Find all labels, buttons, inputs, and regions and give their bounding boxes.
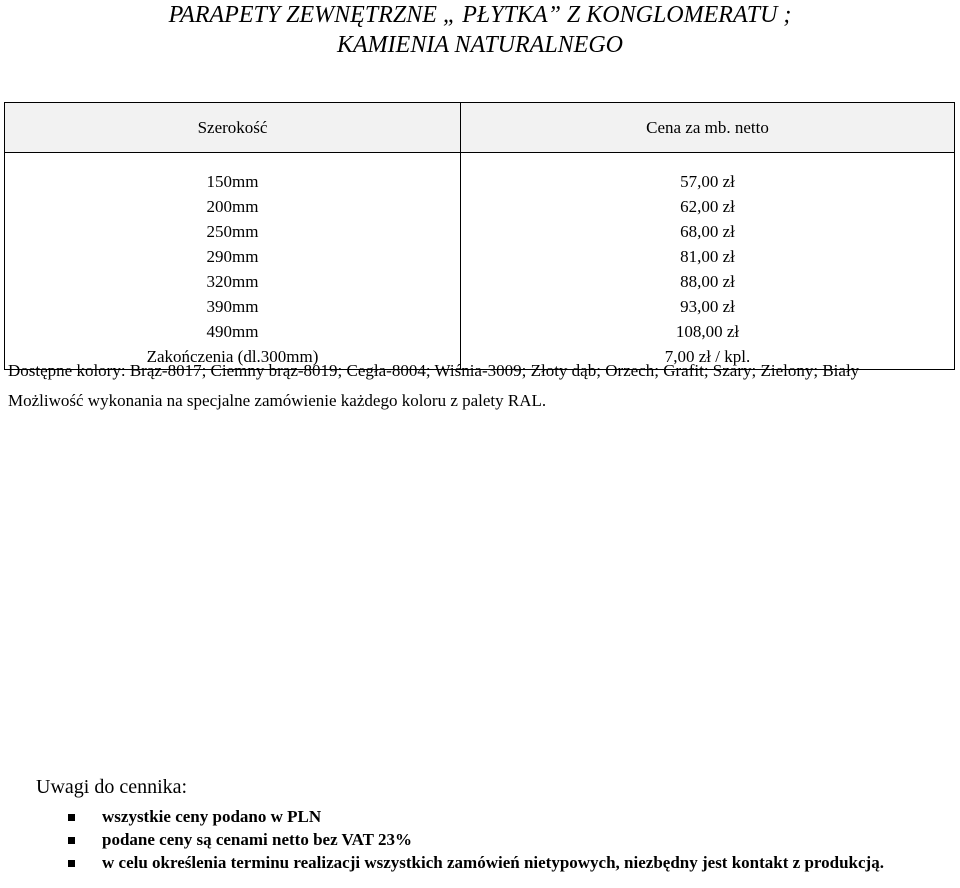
table-row <box>5 169 955 194</box>
price-cell: 7,00 zł / kpl. <box>461 344 955 370</box>
width-cell: 150mm <box>5 169 461 194</box>
width-cell: 290mm <box>5 244 461 269</box>
price-cell: 68,00 zł <box>461 219 955 244</box>
width-cell: 320mm <box>5 269 461 294</box>
note-item <box>36 805 936 828</box>
width-cell: 200mm <box>5 194 461 219</box>
width-cell: Zakończenia (dl.300mm) <box>5 344 461 370</box>
table-row <box>5 294 955 319</box>
column-header-price: Cena za mb. netto <box>461 103 955 153</box>
price-list-notes <box>36 773 936 874</box>
square-bullet-icon <box>68 860 75 867</box>
page-title <box>0 0 960 60</box>
note-text: wszystkie ceny podano w PLN <box>102 807 322 826</box>
square-bullet-icon <box>68 814 75 821</box>
column-header-width: Szerokość <box>5 103 461 153</box>
table-header-row <box>5 103 955 153</box>
page-title-line1: PARAPETY ZEWNĘTRZNE „ PŁYTKA” Z KONGLOMERATU ; <box>168 2 792 28</box>
price-cell: 81,00 zł <box>461 244 955 269</box>
note-text: podane ceny są cenami netto bez VAT 23% <box>102 830 412 849</box>
notes-title: Uwagi do cennika: <box>36 776 188 798</box>
table-row <box>5 219 955 244</box>
note-item <box>36 851 936 874</box>
price-cell: 88,00 zł <box>461 269 955 294</box>
table-row <box>5 319 955 344</box>
table-row <box>5 244 955 269</box>
ral-note-text: Możliwość wykonania na specjalne zamówienie każdego koloru z palety RAL. <box>8 391 547 410</box>
width-cell: 490mm <box>5 319 461 344</box>
available-colors-text: Dostępne kolory: Brąz-8017; Ciemny brąz-8019; Cegła-8004; Wiśnia-3009; Złoty dąb; Orzech; Grafit; Szary; Zielony; Biały <box>8 361 860 380</box>
price-cell: 62,00 zł <box>461 194 955 219</box>
price-cell: 57,00 zł <box>461 169 955 194</box>
price-table <box>4 102 955 370</box>
square-bullet-icon <box>68 837 75 844</box>
width-cell: 390mm <box>5 294 461 319</box>
note-text: w celu określenia terminu realizacji wszystkich zamówień nietypowych, niezbędny jest kontakt z produkcją. <box>102 853 884 872</box>
table-row <box>5 194 955 219</box>
price-cell: 93,00 zł <box>461 294 955 319</box>
note-item <box>36 828 936 851</box>
width-cell: 250mm <box>5 219 461 244</box>
page-title-line2: KAMIENIA NATURALNEGO <box>337 32 623 58</box>
price-cell: 108,00 zł <box>461 319 955 344</box>
table-row <box>5 269 955 294</box>
